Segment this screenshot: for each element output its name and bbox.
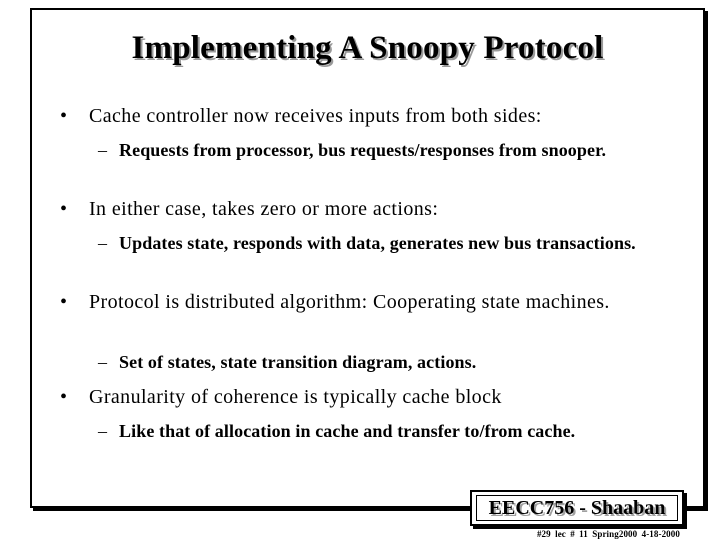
bullet-text: Cache controller now receives inputs from both sides: [89, 105, 542, 127]
sub-bullet-1-1 [98, 139, 688, 161]
slide-title: Implementing A Snoopy Protocol [131, 30, 604, 66]
sub-bullet-3-1 [98, 351, 688, 373]
bullet-dot-icon: • [60, 291, 68, 313]
bullet-text: Protocol is distributed algorithm: Cooperating state machines. [89, 291, 610, 313]
sub-bullet-text: Updates state, responds with data, generates new bus transactions. [119, 233, 636, 253]
slide-meta: #29 lec # 11 Spring2000 4-18-2000 [536, 529, 680, 539]
sub-bullet-4-1 [98, 420, 688, 442]
dash-icon: – [98, 233, 108, 253]
dash-icon: – [98, 140, 108, 160]
title-container [30, 30, 705, 67]
course-badge [470, 490, 684, 526]
dash-icon: – [98, 421, 108, 441]
bullet-2 [60, 197, 680, 222]
sub-bullet-text: Set of states, state transition diagram, actions. [119, 352, 477, 372]
sub-bullet-2-1 [98, 232, 688, 254]
sub-bullet-text: Requests from processor, bus requests/responses from snooper. [119, 140, 607, 160]
bullet-dot-icon: • [60, 105, 68, 127]
badge-label: EECC756 - Shaaban [488, 497, 666, 519]
bullet-4 [60, 385, 680, 410]
bullet-text: In either case, takes zero or more actions: [89, 198, 439, 220]
bullet-1 [60, 104, 680, 129]
bullet-dot-icon: • [60, 198, 68, 220]
dash-icon: – [98, 352, 108, 372]
sub-bullet-text: Like that of allocation in cache and transfer to/from cache. [119, 421, 576, 441]
bullet-text: Granularity of coherence is typically cache block [89, 386, 502, 408]
bullet-dot-icon: • [60, 386, 68, 408]
bullet-3 [60, 290, 680, 315]
